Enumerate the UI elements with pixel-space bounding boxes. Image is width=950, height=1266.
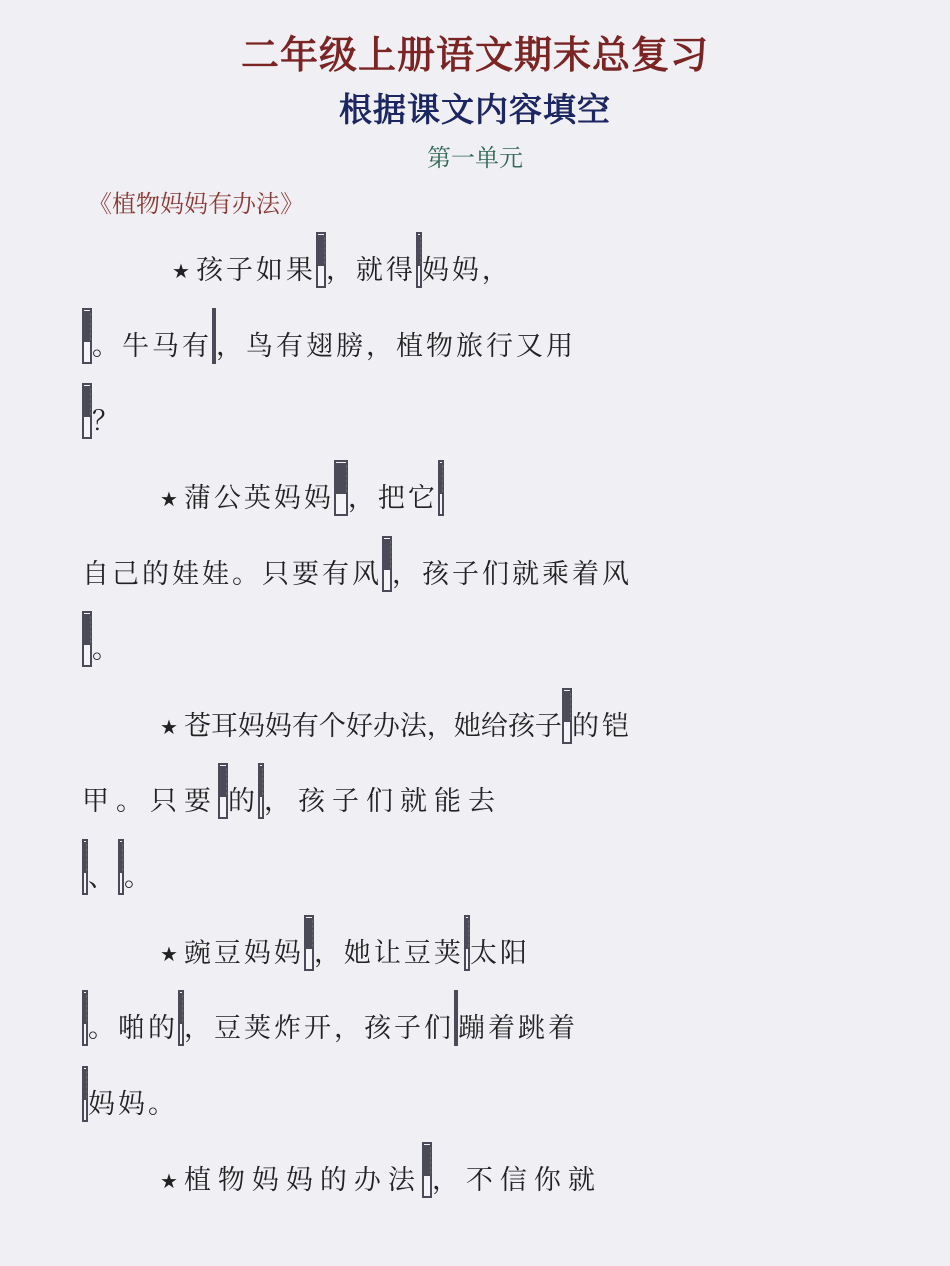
text-segment: 蹦着跳着 — [458, 1013, 578, 1044]
sentence-line — [82, 1066, 178, 1124]
text-segment: 甲。只要 — [82, 786, 218, 817]
lesson-title: 《植物妈妈有办法》 — [88, 190, 304, 218]
grid-cell[interactable] — [84, 1069, 86, 1100]
text-segment: ，把它 — [347, 483, 438, 514]
star-icon: ★ — [160, 715, 178, 739]
answer-box[interactable] — [562, 688, 572, 744]
text-segment: 妈妈， — [421, 255, 512, 286]
answer-box[interactable] — [334, 460, 348, 516]
grid-cell[interactable] — [224, 766, 226, 797]
star-icon: ★ — [160, 942, 178, 966]
text-segment: 孩子如果 — [195, 255, 316, 286]
answer-box[interactable] — [422, 1142, 432, 1198]
sentence-line — [172, 232, 512, 290]
answer-box[interactable] — [82, 383, 92, 439]
text-segment: 。 — [124, 862, 154, 893]
text-segment: 。 — [92, 634, 122, 665]
grid-cell[interactable] — [466, 918, 468, 949]
answer-box[interactable] — [82, 308, 92, 364]
text-segment: ，孩子们就乘着风 — [392, 559, 632, 590]
answer-box[interactable] — [316, 232, 326, 288]
text-segment: 豌豆妈妈 — [183, 938, 304, 969]
text-segment: 。啪的 — [88, 1013, 178, 1044]
text-segment: 。牛马有 — [92, 331, 212, 362]
text-segment: ，就得 — [325, 255, 416, 286]
answer-box[interactable] — [82, 611, 92, 667]
answer-box[interactable] — [382, 536, 392, 592]
page-subtitle: 根据课文内容填空 — [339, 90, 611, 129]
text-segment: 苍耳妈妈有个好办法，她给孩子 — [183, 711, 562, 742]
text-segment: 的铠 — [571, 711, 632, 742]
text-segment: ，鸟有翅膀，植物旅行又用 — [216, 331, 576, 362]
grid-cell[interactable] — [440, 463, 442, 494]
text-segment: 蒲公英妈妈 — [183, 483, 334, 514]
sentence-line — [160, 1142, 602, 1200]
sentence-line — [82, 308, 576, 366]
sentence-line — [82, 763, 502, 821]
answer-box[interactable] — [218, 763, 228, 819]
grid-cell[interactable] — [418, 235, 420, 266]
sentence-line — [82, 839, 154, 897]
star-icon: ★ — [160, 487, 178, 511]
text-segment: 太阳 — [469, 938, 530, 969]
unit-heading: 第一单元 — [427, 144, 523, 172]
text-segment: ？ — [92, 406, 122, 437]
grid-cell[interactable] — [322, 235, 324, 266]
grid-cell[interactable] — [344, 463, 346, 494]
grid-cell[interactable] — [180, 993, 182, 1024]
sentence-line — [82, 611, 122, 669]
text-segment: ，她让豆荚 — [313, 938, 464, 969]
grid-cell[interactable] — [428, 1145, 430, 1176]
grid-cell[interactable] — [388, 539, 390, 570]
text-segment: 自己的娃娃。只要有风 — [82, 559, 382, 590]
sentence-line — [82, 536, 632, 594]
grid-cell[interactable] — [84, 842, 86, 873]
text-segment: ，豆荚炸开，孩子们 — [184, 1013, 454, 1044]
sentence-line — [160, 460, 444, 518]
sentence-line — [160, 915, 530, 973]
text-segment: ，孩子们就能去 — [264, 786, 502, 817]
sentence-line — [160, 688, 632, 746]
grid-cell[interactable] — [568, 691, 570, 722]
answer-box[interactable] — [304, 915, 314, 971]
text-segment: 、 — [88, 862, 118, 893]
text-segment: 植物妈妈的办法 — [183, 1165, 422, 1196]
answer-box[interactable] — [438, 460, 444, 516]
text-segment: 妈妈。 — [88, 1089, 178, 1120]
text-segment: ，不信你就 — [431, 1165, 602, 1196]
grid-cell[interactable] — [260, 766, 262, 797]
text-segment: 的 — [228, 786, 258, 817]
star-icon: ★ — [160, 1169, 178, 1193]
grid-cell[interactable] — [84, 993, 86, 1024]
star-icon: ★ — [172, 259, 190, 283]
grid-cell[interactable] — [88, 614, 90, 645]
grid-cell[interactable] — [120, 842, 122, 873]
sentence-line — [82, 990, 578, 1048]
grid-cell[interactable] — [88, 311, 90, 342]
sentence-line — [82, 383, 122, 441]
grid-cell[interactable] — [310, 918, 312, 949]
grid-cell[interactable] — [88, 386, 90, 417]
page-title: 二年级上册语文期末总复习 — [240, 32, 709, 77]
